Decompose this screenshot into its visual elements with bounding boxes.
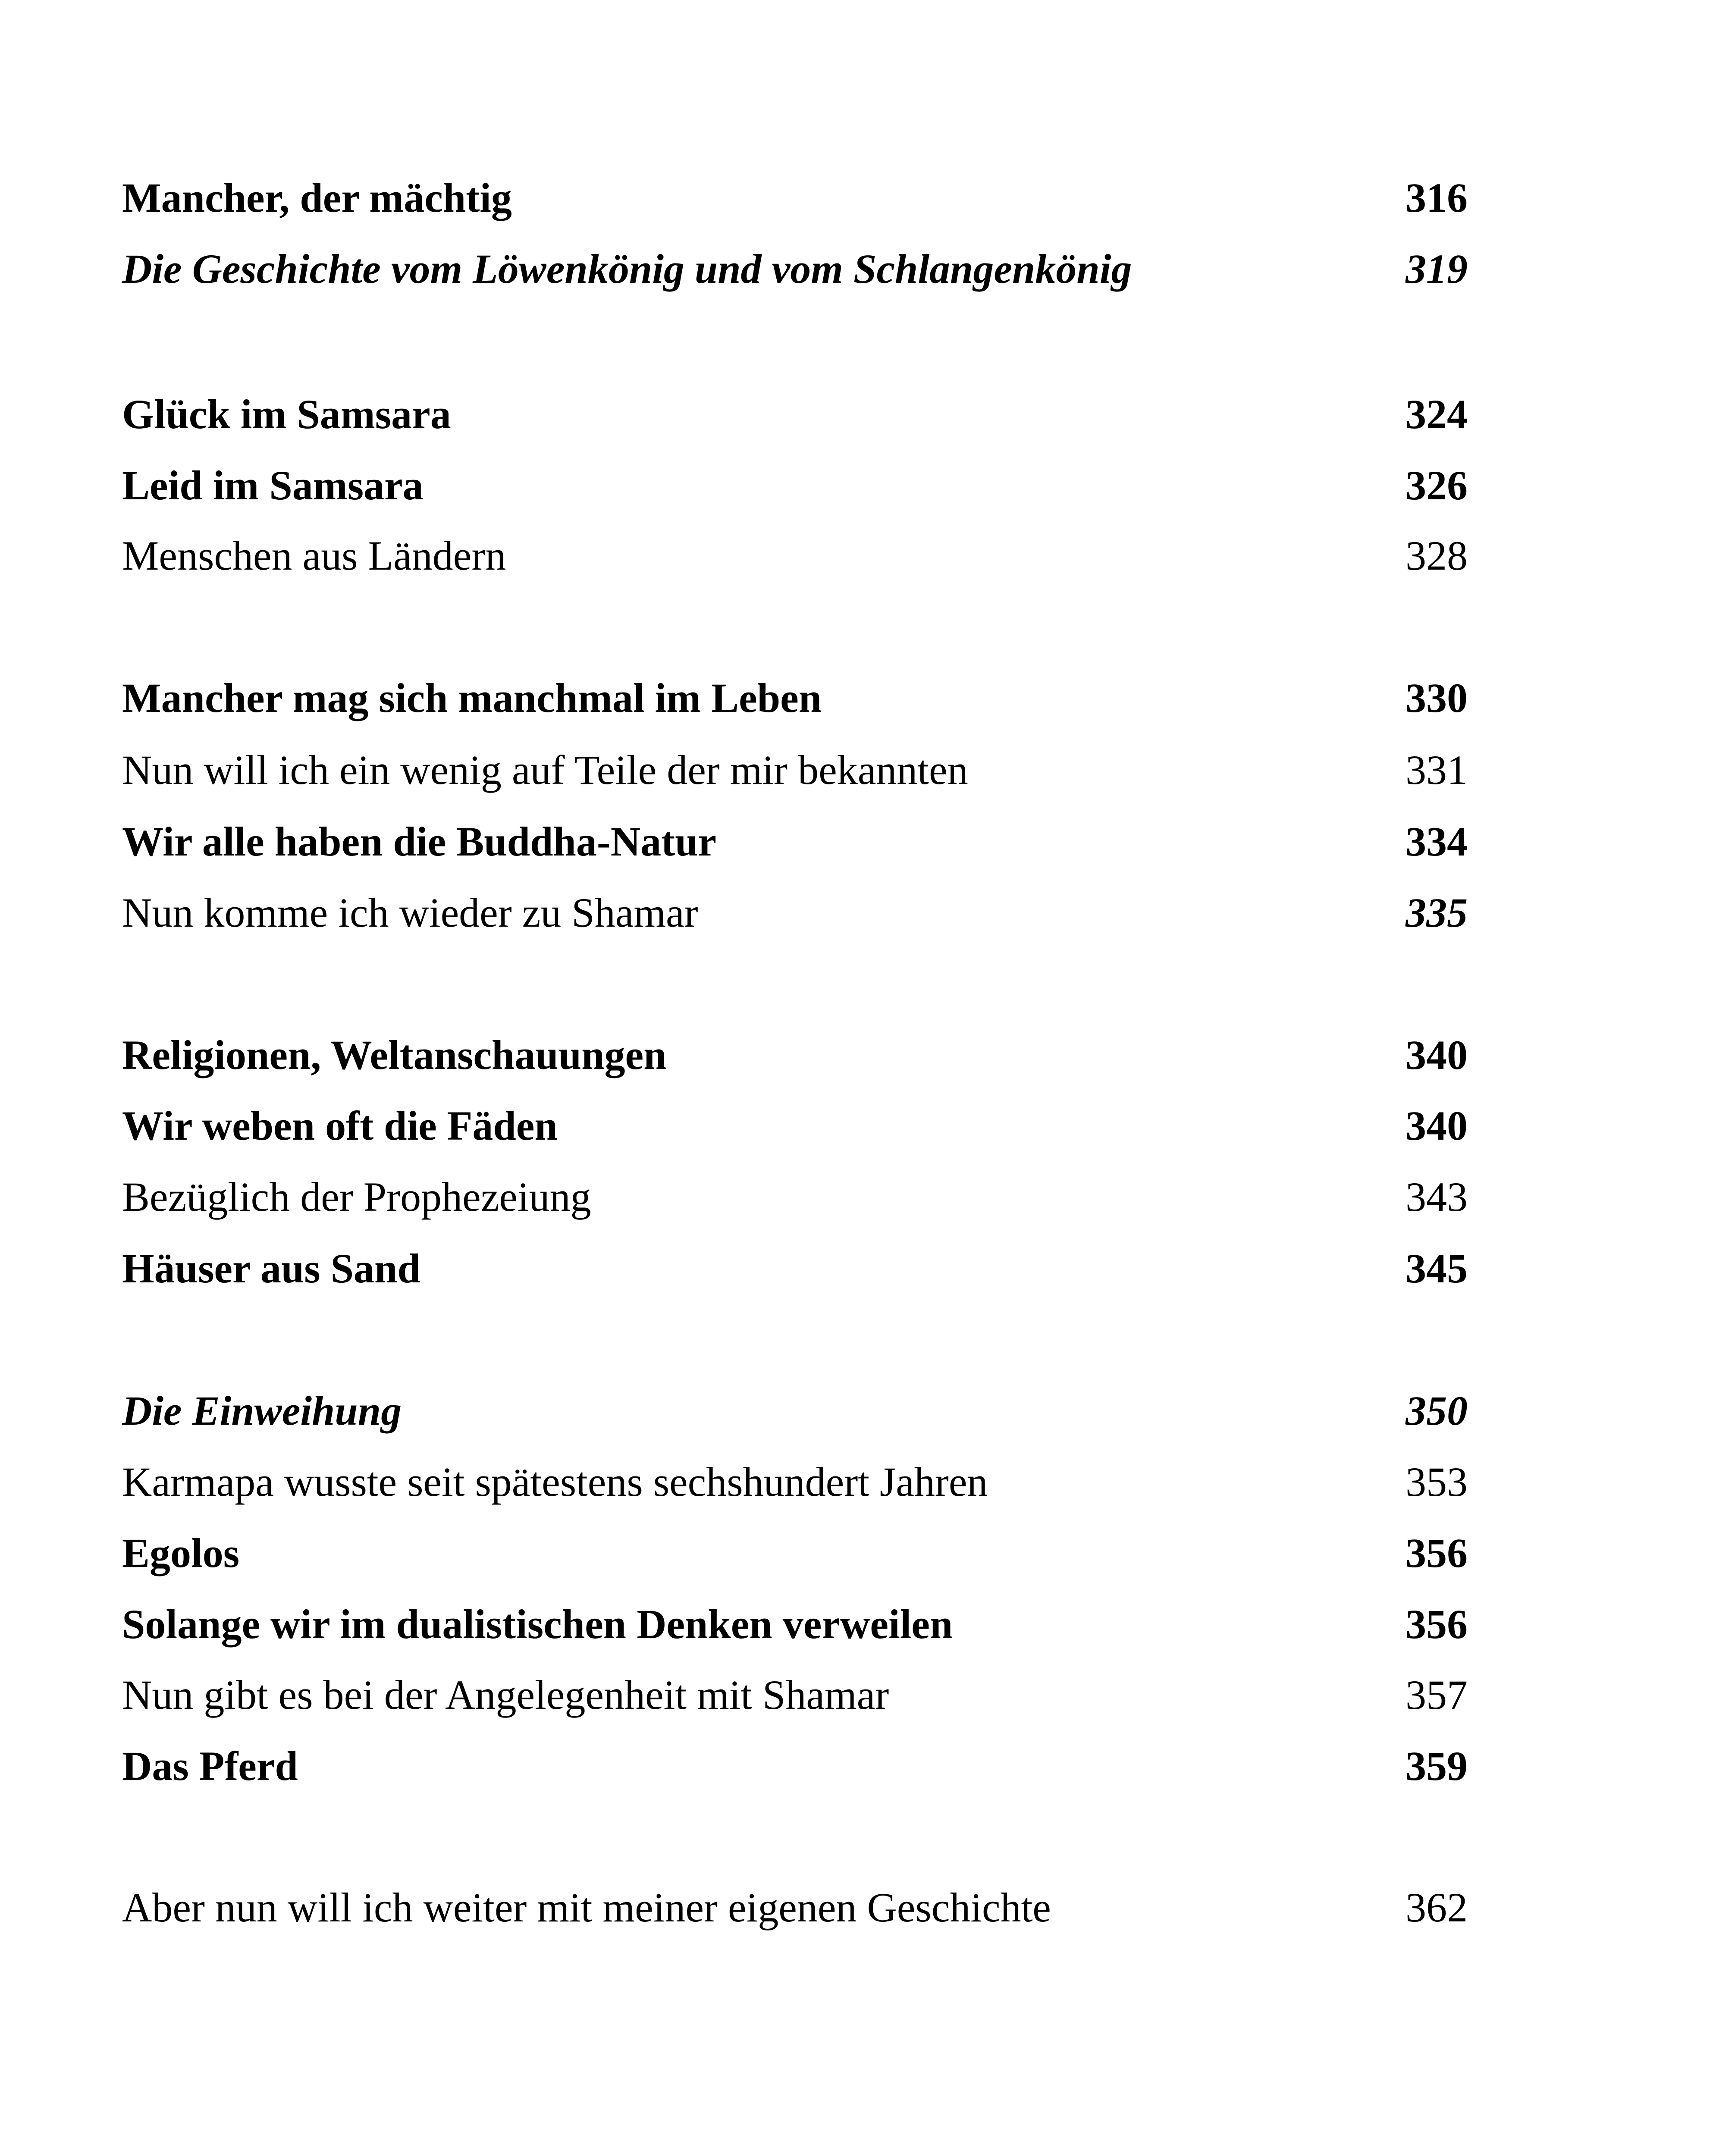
toc-entry-title: Leid im Samsara — [122, 462, 424, 508]
toc-entry — [122, 1457, 1468, 1513]
toc-entry-title: Die Geschichte vom Löwenkönig und vom Schlangenkönig — [122, 246, 1132, 292]
toc-entry-page: 330 — [1406, 675, 1468, 721]
toc-entry-page: 345 — [1406, 1245, 1468, 1291]
toc-entry-title: Aber nun will ich weiter mit meiner eigenen Geschichte — [122, 1884, 1051, 1930]
toc-entry-title: Glück im Samsara — [122, 391, 451, 437]
toc-entry-title: Das Pferd — [122, 1743, 298, 1789]
toc-entry-title: Häuser aus Sand — [122, 1245, 420, 1291]
toc-entry — [122, 745, 1468, 801]
toc-entry-title: Nun gibt es bei der Angelegenheit mit Shamar — [122, 1672, 889, 1718]
toc-entry-title: Mancher, der mächtig — [122, 175, 512, 221]
toc-entry — [122, 244, 1468, 300]
toc-entry — [122, 816, 1468, 872]
toc-entry-title: Egolos — [122, 1530, 240, 1576]
toc-entry-page: 328 — [1406, 533, 1468, 579]
toc-entry-title: Menschen aus Ländern — [122, 533, 506, 579]
toc-entry — [122, 1172, 1468, 1228]
toc-entry-page: 335 — [1406, 890, 1468, 936]
toc-entry-page: 343 — [1406, 1174, 1468, 1220]
toc-entry-page: 350 — [1406, 1388, 1468, 1434]
toc-entry-page: 357 — [1406, 1672, 1468, 1718]
toc-entry — [122, 460, 1468, 516]
toc-entry-page: 324 — [1406, 391, 1468, 437]
toc-entry — [122, 1528, 1468, 1584]
toc-entry-title: Karmapa wusste seit spätestens sechshundert Jahren — [122, 1459, 988, 1505]
toc-entry — [122, 1243, 1468, 1299]
toc-entry — [122, 172, 1468, 229]
toc-entry-page: 340 — [1406, 1103, 1468, 1149]
toc-entry-page: 353 — [1406, 1459, 1468, 1505]
toc-entry-title: Die Einweihung — [122, 1388, 402, 1434]
toc-entry-page: 319 — [1406, 246, 1468, 292]
toc-entry-title: Mancher mag sich manchmal im Leben — [122, 675, 822, 721]
toc-entry-title: Solange wir im dualistischen Denken verweilen — [122, 1601, 953, 1647]
toc-entry — [122, 673, 1468, 729]
toc-entry-title: Bezüglich der Prophezeiung — [122, 1174, 591, 1220]
toc-entry-page: 340 — [1406, 1032, 1468, 1078]
toc-entry — [122, 1670, 1468, 1726]
toc-entry-page: 326 — [1406, 462, 1468, 508]
toc-entry-page: 316 — [1406, 175, 1468, 221]
toc-entry-title: Nun komme ich wieder zu Shamar — [122, 890, 698, 936]
toc-entry — [122, 1882, 1468, 1938]
toc-entry — [122, 887, 1468, 943]
toc-entry — [122, 389, 1468, 445]
toc-entry-page: 356 — [1406, 1601, 1468, 1647]
toc-entry-page: 356 — [1406, 1530, 1468, 1576]
toc-entry-title: Wir weben oft die Fäden — [122, 1103, 558, 1149]
toc-entry-title: Nun will ich ein wenig auf Teile der mir bekannten — [122, 747, 968, 793]
toc-entry-page: 359 — [1406, 1743, 1468, 1789]
toc-entry-page: 334 — [1406, 818, 1468, 865]
toc-entry — [122, 1030, 1468, 1086]
toc-entry-title: Wir alle haben die Buddha-Natur — [122, 818, 717, 865]
toc-entry-page: 331 — [1406, 747, 1468, 793]
toc-entry — [122, 530, 1468, 586]
toc-entry — [122, 1741, 1468, 1797]
toc-entry — [122, 1599, 1468, 1655]
toc-entry-page: 362 — [1406, 1884, 1468, 1930]
toc-entry — [122, 1100, 1468, 1156]
toc-entry-title: Religionen, Weltanschauungen — [122, 1032, 667, 1078]
toc-entry — [122, 1385, 1468, 1442]
